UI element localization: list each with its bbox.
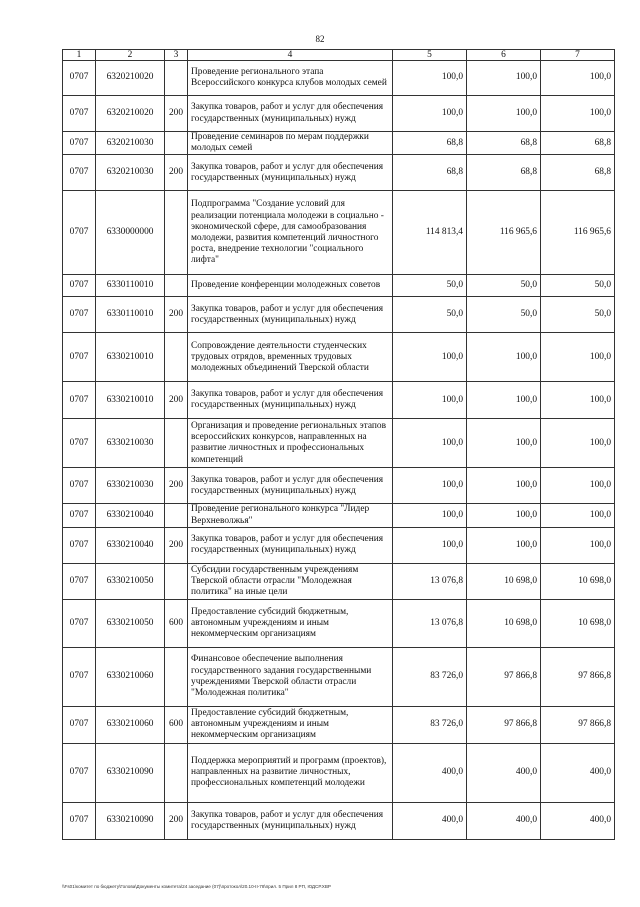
amount-col5-cell: 68,8 [393,132,467,155]
target-article-cell: 6320210020 [96,61,165,96]
description-cell: Закупка товаров, работ и услуг для обеспечения государственных (муниципальных) нужд [188,155,393,191]
amount-col6-cell: 100,0 [467,96,541,132]
amount-col5-cell: 50,0 [393,297,467,333]
expense-type-cell [165,504,188,527]
target-article-cell: 6330210060 [96,706,165,743]
amount-col5-cell: 100,0 [393,468,467,504]
description-cell: Закупка товаров, работ и услуг для обеспечения государственных (муниципальных) нужд [188,802,393,839]
target-article-cell: 6330110010 [96,275,165,297]
section-code-cell: 0707 [63,382,96,419]
amount-col7-cell: 10 698,0 [541,599,615,647]
header-cell: 2 [96,50,165,61]
amount-col5-cell: 400,0 [393,802,467,839]
target-article-cell: 6330210030 [96,468,165,504]
amount-col6-cell: 116 965,6 [467,191,541,275]
table-row [63,191,615,275]
amount-col7-cell: 68,8 [541,132,615,155]
expense-type-cell [165,563,188,599]
section-code-cell: 0707 [63,333,96,382]
target-article-cell: 6330210040 [96,527,165,563]
amount-col7-cell: 100,0 [541,61,615,96]
description-cell: Проведение семинаров по мерам поддержки молодых семей [188,132,393,155]
target-article-cell: 6330210030 [96,419,165,468]
amount-col6-cell: 400,0 [467,743,541,802]
section-code-cell: 0707 [63,61,96,96]
expense-type-cell [165,275,188,297]
section-code-cell: 0707 [63,706,96,743]
target-article-cell: 6330210050 [96,599,165,647]
expense-type-cell: 200 [165,527,188,563]
section-code-cell: 0707 [63,155,96,191]
table-body [63,61,615,840]
amount-col6-cell: 68,8 [467,155,541,191]
expense-type-cell [165,647,188,706]
table-row [63,504,615,527]
expense-type-cell [165,743,188,802]
amount-col6-cell: 97 866,8 [467,647,541,706]
amount-col7-cell: 50,0 [541,275,615,297]
expense-type-cell: 600 [165,706,188,743]
table-row [63,802,615,839]
description-cell: Закупка товаров, работ и услуг для обеспечения государственных (муниципальных) нужд [188,468,393,504]
expense-type-cell [165,419,188,468]
table-row [63,333,615,382]
table-row [63,132,615,155]
target-article-cell: 6330210050 [96,563,165,599]
section-code-cell: 0707 [63,599,96,647]
description-cell: Закупка товаров, работ и услуг для обеспечения государственных (муниципальных) нужд [188,297,393,333]
amount-col7-cell: 97 866,8 [541,706,615,743]
amount-col5-cell: 400,0 [393,743,467,802]
description-cell: Предоставление субсидий бюджетным, автономным учреждениям и иным некоммерческим организациям [188,599,393,647]
description-cell: Закупка товаров, работ и услуг для обеспечения государственных (муниципальных) нужд [188,96,393,132]
expense-type-cell [165,333,188,382]
section-code-cell: 0707 [63,802,96,839]
table-row [63,155,615,191]
target-article-cell: 6320210030 [96,132,165,155]
header-cell: 6 [467,50,541,61]
description-cell: Проведение регионального конкурса "Лидер Верхневолжья" [188,504,393,527]
amount-col6-cell: 100,0 [467,333,541,382]
file-path-footer: \\Fs01\комитет по бюджету\Голова\Документы комитета\24 заседание (07)\протокол\20.10-II-78\прил. 5 Прил 8 РП, ЮДСР.ХВР [62,884,331,889]
table-row [63,297,615,333]
amount-col5-cell: 100,0 [393,504,467,527]
table-row [63,96,615,132]
table-row [63,61,615,96]
amount-col6-cell: 50,0 [467,297,541,333]
amount-col6-cell: 50,0 [467,275,541,297]
section-code-cell: 0707 [63,563,96,599]
amount-col6-cell: 68,8 [467,132,541,155]
description-cell: Сопровождение деятельности студенческих трудовых отрядов, временных трудовых молодежных объединений Тверской области [188,333,393,382]
amount-col6-cell: 10 698,0 [467,563,541,599]
budget-table [62,49,615,840]
table-row [63,706,615,743]
expense-type-cell: 200 [165,96,188,132]
amount-col7-cell: 100,0 [541,382,615,419]
amount-col7-cell: 100,0 [541,504,615,527]
table-row [63,599,615,647]
amount-col6-cell: 100,0 [467,382,541,419]
description-cell: Проведение регионального этапа Всероссийского конкурса клубов молодых семей [188,61,393,96]
description-cell: Поддержка мероприятий и программ (проектов), направленных на развитие личностных, профессиональных компетенций молодежи [188,743,393,802]
header-cell: 3 [165,50,188,61]
section-code-cell: 0707 [63,132,96,155]
amount-col7-cell: 116 965,6 [541,191,615,275]
amount-col6-cell: 100,0 [467,468,541,504]
target-article-cell: 6330210090 [96,743,165,802]
amount-col6-cell: 100,0 [467,527,541,563]
target-article-cell: 6330000000 [96,191,165,275]
target-article-cell: 6330210090 [96,802,165,839]
expense-type-cell [165,132,188,155]
amount-col5-cell: 100,0 [393,61,467,96]
amount-col7-cell: 100,0 [541,96,615,132]
header-cell: 4 [188,50,393,61]
header-row [63,50,615,61]
amount-col7-cell: 100,0 [541,419,615,468]
section-code-cell: 0707 [63,504,96,527]
amount-col7-cell: 400,0 [541,802,615,839]
target-article-cell: 6320210030 [96,155,165,191]
amount-col6-cell: 400,0 [467,802,541,839]
amount-col5-cell: 83 726,0 [393,706,467,743]
header-cell: 7 [541,50,615,61]
amount-col5-cell: 13 076,8 [393,563,467,599]
description-cell: Предоставление субсидий бюджетным, автономным учреждениям и иным некоммерческим организациям [188,706,393,743]
amount-col7-cell: 100,0 [541,468,615,504]
table-row [63,563,615,599]
description-cell: Субсидии государственным учреждениям Тверской области отрасли "Молодежная политика" на иные цели [188,563,393,599]
amount-col5-cell: 100,0 [393,96,467,132]
section-code-cell: 0707 [63,527,96,563]
amount-col5-cell: 83 726,0 [393,647,467,706]
amount-col6-cell: 100,0 [467,419,541,468]
amount-col5-cell: 50,0 [393,275,467,297]
section-code-cell: 0707 [63,275,96,297]
header-cell: 1 [63,50,96,61]
description-cell: Проведение конференции молодежных советов [188,275,393,297]
section-code-cell: 0707 [63,96,96,132]
description-cell: Закупка товаров, работ и услуг для обеспечения государственных (муниципальных) нужд [188,527,393,563]
table-row [63,743,615,802]
expense-type-cell: 200 [165,155,188,191]
amount-col5-cell: 100,0 [393,382,467,419]
expense-type-cell: 200 [165,468,188,504]
section-code-cell: 0707 [63,297,96,333]
target-article-cell: 6330210010 [96,333,165,382]
amount-col6-cell: 97 866,8 [467,706,541,743]
target-article-cell: 6330110010 [96,297,165,333]
amount-col5-cell: 114 813,4 [393,191,467,275]
amount-col7-cell: 100,0 [541,527,615,563]
section-code-cell: 0707 [63,468,96,504]
table-row [63,382,615,419]
expense-type-cell: 600 [165,599,188,647]
table-row [63,647,615,706]
table-row [63,468,615,504]
description-cell: Организация и проведение региональных этапов всероссийских конкурсов, направленных на развитие личностных и профессиональных компетенций [188,419,393,468]
amount-col7-cell: 50,0 [541,297,615,333]
expense-type-cell [165,191,188,275]
description-cell: Подпрограмма "Создание условий для реализации потенциала молодежи в социально - экономической сфере, для самообразования молодежи, развития компетенций личностного роста, внедрение технологии "социального лифта" [188,191,393,275]
table-row [63,419,615,468]
section-code-cell: 0707 [63,419,96,468]
amount-col7-cell: 68,8 [541,155,615,191]
table-row [63,275,615,297]
amount-col5-cell: 68,8 [393,155,467,191]
section-code-cell: 0707 [63,743,96,802]
expense-type-cell: 200 [165,802,188,839]
description-cell: Финансовое обеспечение выполнения государственного задания государственными учреждениями Тверской области отрасли "Молодежная политика" [188,647,393,706]
expense-type-cell [165,61,188,96]
amount-col5-cell: 100,0 [393,333,467,382]
section-code-cell: 0707 [63,647,96,706]
header-cell: 5 [393,50,467,61]
description-cell: Закупка товаров, работ и услуг для обеспечения государственных (муниципальных) нужд [188,382,393,419]
amount-col5-cell: 100,0 [393,527,467,563]
amount-col5-cell: 100,0 [393,419,467,468]
section-code-cell: 0707 [63,191,96,275]
table-row [63,527,615,563]
target-article-cell: 6330210060 [96,647,165,706]
amount-col7-cell: 97 866,8 [541,647,615,706]
expense-type-cell: 200 [165,382,188,419]
target-article-cell: 6330210010 [96,382,165,419]
amount-col6-cell: 10 698,0 [467,599,541,647]
amount-col5-cell: 13 076,8 [393,599,467,647]
amount-col7-cell: 400,0 [541,743,615,802]
target-article-cell: 6320210020 [96,96,165,132]
target-article-cell: 6330210040 [96,504,165,527]
amount-col6-cell: 100,0 [467,61,541,96]
expense-type-cell: 200 [165,297,188,333]
amount-col6-cell: 100,0 [467,504,541,527]
page-number: 82 [315,34,325,44]
amount-col7-cell: 10 698,0 [541,563,615,599]
amount-col7-cell: 100,0 [541,333,615,382]
